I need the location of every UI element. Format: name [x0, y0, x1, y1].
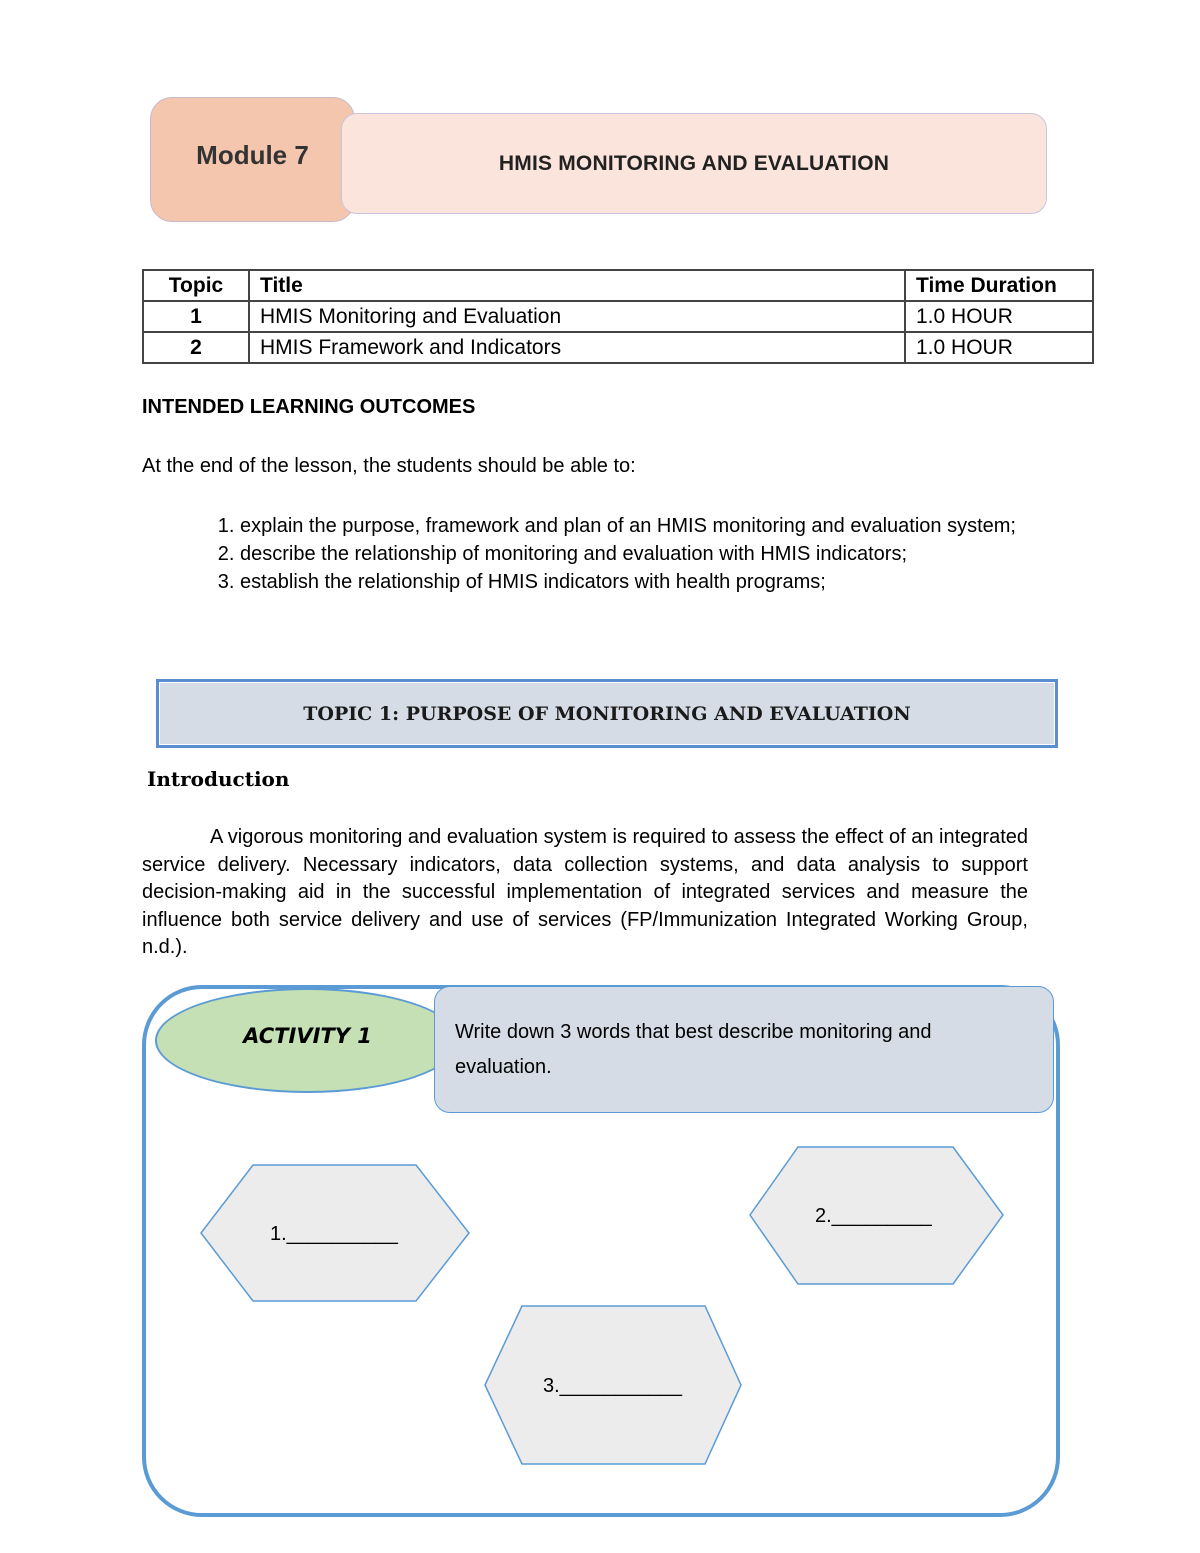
introduction-text: A vigorous monitoring and evaluation system is required to assess the effect of an integrated service delivery. Necessary indicators, data collection systems, and data analysis to support decision-making aid in the successful implementation of integrated services and measure the influence both service delivery and use of services (FP/Immunization Integrated Working Group, n.d.).: [142, 826, 1028, 958]
answer-blank-2: 2._________: [815, 1205, 932, 1227]
topic-number: 1: [143, 301, 249, 332]
introduction-heading: Introduction: [147, 767, 290, 791]
topic-title: HMIS Monitoring and Evaluation: [249, 301, 905, 332]
outcomes-heading: INTENDED LEARNING OUTCOMES: [142, 396, 476, 418]
list-item: 2. describe the relationship of monitoring and evaluation with HMIS indicators;: [240, 540, 1120, 568]
list-item: 1. explain the purpose, framework and plan of an HMIS monitoring and evaluation system;: [240, 512, 1120, 540]
answer-blank-3: 3.___________: [543, 1375, 683, 1397]
activity-label: ACTIVITY 1: [243, 1024, 372, 1048]
outcomes-lead: At the end of the lesson, the students should be able to:: [142, 455, 636, 477]
activity-instruction: Write down 3 words that best describe monitoring and evaluation.: [455, 1021, 932, 1078]
column-header-title: Title: [249, 270, 905, 301]
topic-number: 2: [143, 332, 249, 363]
module-title: HMIS MONITORING AND EVALUATION: [498, 151, 890, 175]
topic-duration: 1.0 HOUR: [905, 301, 1093, 332]
column-header-topic: Topic: [143, 270, 249, 301]
topic-banner-title: TOPIC 1: PURPOSE OF MONITORING AND EVALUATION: [303, 702, 911, 725]
module-label: Module 7: [196, 140, 309, 170]
answer-blank-1: 1.__________: [270, 1223, 398, 1245]
list-item: 3. establish the relationship of HMIS indicators with health programs;: [240, 568, 1120, 596]
topic-title: HMIS Framework and Indicators: [249, 332, 905, 363]
topic-duration: 1.0 HOUR: [905, 332, 1093, 363]
column-header-duration: Time Duration: [905, 270, 1093, 301]
